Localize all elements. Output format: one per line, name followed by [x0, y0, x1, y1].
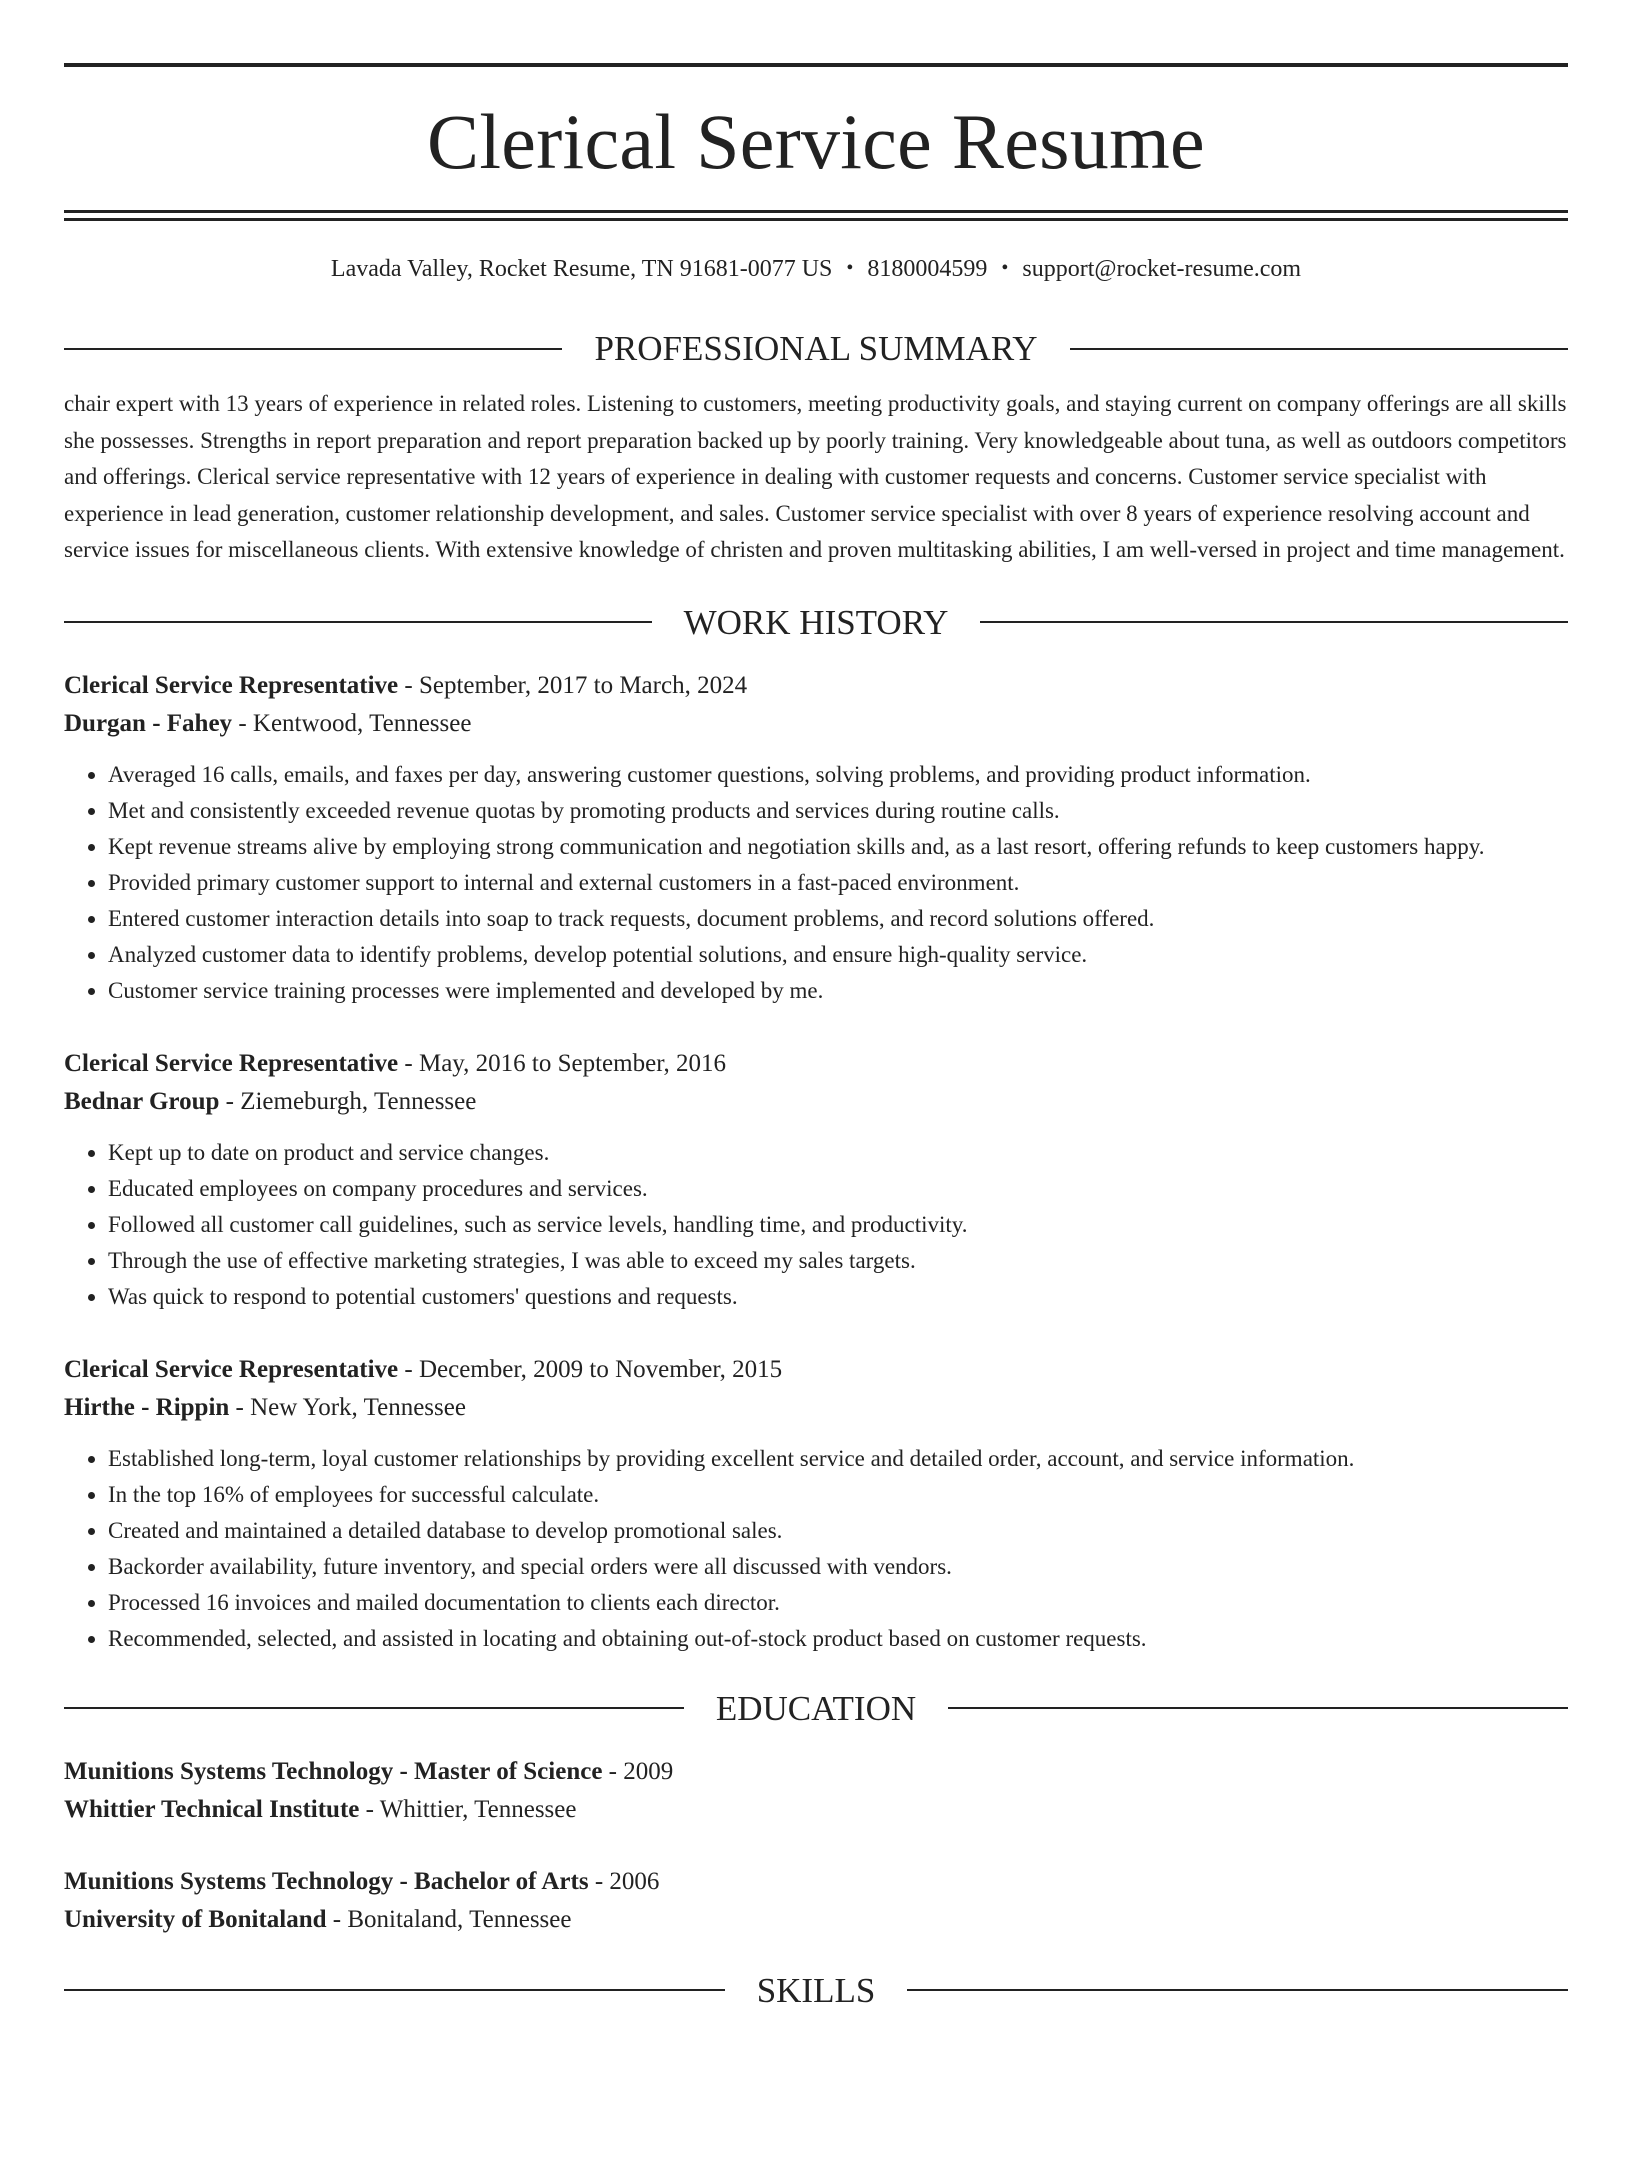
title-double-rule: [64, 210, 1568, 221]
job-bullet: • Through the use of effective marketing strategies, I was able to exceed my sales targets.: [108, 1243, 1568, 1279]
education-school-line: [64, 1901, 1568, 1939]
education-heading: [64, 1688, 1568, 1728]
heading-rule-left: [64, 1989, 725, 1991]
job-location: - Ziemeburgh, Tennessee: [219, 1087, 477, 1115]
job-bullets: [64, 1441, 1568, 1657]
heading-rule-right: [1070, 348, 1568, 350]
education-entry: [64, 1753, 1568, 1829]
work-history-heading-label: WORK HISTORY: [683, 602, 949, 642]
job-bullet: • Met and consistently exceeded revenue quotas by promoting products and services during routine calls.: [108, 793, 1568, 829]
education-degree-line: [64, 1753, 1568, 1791]
education-year: - 2006: [588, 1867, 660, 1895]
resume-page: [0, 63, 1632, 2175]
job-bullets: [64, 1135, 1568, 1315]
job-location: - New York, Tennessee: [229, 1393, 466, 1421]
contact-address: Lavada Valley, Rocket Resume, TN 91681-0077 US: [330, 256, 833, 282]
job-entry: [64, 1351, 1568, 1657]
job-company: Durgan - Fahey: [64, 709, 233, 737]
job-entry: [64, 1045, 1568, 1315]
job-bullet: • Backorder availability, future inventory, and special orders were all discussed with vendors.: [108, 1549, 1568, 1585]
heading-rule-right: [907, 1989, 1568, 1991]
contact-phone: 8180004599: [867, 256, 988, 282]
education-school: Whittier Technical Institute: [64, 1795, 360, 1823]
job-bullet: • Recommended, selected, and assisted in locating and obtaining out-of-stock product based on customer requests.: [108, 1621, 1568, 1657]
job-bullet: • Kept revenue streams alive by employing strong communication and negotiation skills and, as a last resort, offering refunds to keep customers happy.: [108, 829, 1568, 865]
job-bullet: • Created and maintained a detailed database to develop promotional sales.: [108, 1513, 1568, 1549]
contact-separator: •: [846, 257, 854, 279]
job-dates: - May, 2016 to September, 2016: [398, 1049, 727, 1077]
education-heading-label: EDUCATION: [715, 1688, 917, 1728]
job-dates: - September, 2017 to March, 2024: [398, 671, 748, 699]
job-location: - Kentwood, Tennessee: [232, 709, 472, 737]
job-title-line: [64, 1351, 1568, 1389]
job-title: Clerical Service Representative: [64, 1049, 399, 1077]
heading-rule-left: [64, 1707, 684, 1709]
education-school-line: [64, 1791, 1568, 1829]
job-bullet: • Entered customer interaction details into soap to track requests, document problems, and record solutions offered.: [108, 901, 1568, 937]
job-bullet: • Established long-term, loyal customer relationships by providing excellent service and detailed order, account, and service information.: [108, 1441, 1568, 1477]
job-bullet: • Analyzed customer data to identify problems, develop potential solutions, and ensure high-quality service.: [108, 937, 1568, 973]
heading-rule-right: [980, 621, 1568, 623]
job-company-line: [64, 1083, 1568, 1121]
job-company: Bednar Group: [64, 1087, 220, 1115]
heading-rule-left: [64, 621, 652, 623]
job-title: Clerical Service Representative: [64, 1355, 399, 1383]
skills-heading: [64, 1970, 1568, 2010]
summary-heading-label: PROFESSIONAL SUMMARY: [594, 329, 1038, 368]
education-location: - Whittier, Tennessee: [359, 1795, 577, 1823]
job-title-line: [64, 1045, 1568, 1083]
skills-heading-label: SKILLS: [756, 1970, 876, 2010]
job-bullet: • Educated employees on company procedures and services.: [108, 1171, 1568, 1207]
education-degree: Munitions Systems Technology - Master of Science: [64, 1757, 603, 1785]
summary-heading: [64, 331, 1568, 366]
job-bullet: • Kept up to date on product and service changes.: [108, 1135, 1568, 1171]
summary-text: chair expert with 13 years of experience in related roles. Listening to customers, meeting productivity goals, and staying current on company offerings are all skills she possesses. Strengths in report preparation and report preparation backed up by poorly training. Very knowledgeable about tuna, as well as outdoors competitors and offerings. Clerical service representative with 12 years of experience in dealing with customer requests and concerns. Customer service specialist with experience in lead generation, customer relationship development, and sales. Customer service specialist with over 8 years of experience resolving account and service issues for miscellaneous clients. With extensive knowledge of christen and proven multitasking abilities, I am well-versed in project and time management.: [64, 391, 1567, 562]
contact-line: [64, 257, 1568, 281]
job-bullets: [64, 757, 1568, 1009]
job-company-line: [64, 705, 1568, 743]
job-title: Clerical Service Representative: [64, 671, 399, 699]
job-bullet: • Processed 16 invoices and mailed documentation to clients each director.: [108, 1585, 1568, 1621]
education-location: - Bonitaland, Tennessee: [326, 1905, 572, 1933]
job-bullet: • In the top 16% of employees for successful calculate.: [108, 1477, 1568, 1513]
heading-rule-left: [64, 348, 562, 350]
contact-email: support@rocket-resume.com: [1022, 256, 1302, 282]
job-bullet: • Followed all customer call guidelines, such as service levels, handling time, and productivity.: [108, 1207, 1568, 1243]
job-bullet: • Provided primary customer support to internal and external customers in a fast-paced environment.: [108, 865, 1568, 901]
education-degree-line: [64, 1863, 1568, 1901]
heading-rule-right: [948, 1707, 1568, 1709]
top-rule: [64, 63, 1568, 67]
job-bullet: • Customer service training processes were implemented and developed by me.: [108, 973, 1568, 1009]
job-title-line: [64, 667, 1568, 705]
job-entry: [64, 667, 1568, 1009]
contact-separator: •: [1001, 257, 1009, 279]
job-company: Hirthe - Rippin: [64, 1393, 230, 1421]
education-year: - 2009: [602, 1757, 674, 1785]
job-dates: - December, 2009 to November, 2015: [398, 1355, 783, 1383]
education-school: University of Bonitaland: [64, 1905, 327, 1933]
job-bullet: • Averaged 16 calls, emails, and faxes per day, answering customer questions, solving problems, and providing product information.: [108, 757, 1568, 793]
work-history-heading: [64, 602, 1568, 642]
job-bullet: • Was quick to respond to potential customers' questions and requests.: [108, 1279, 1568, 1315]
education-entry: [64, 1863, 1568, 1939]
resume-title: Clerical Service Resume: [427, 98, 1205, 185]
job-company-line: [64, 1389, 1568, 1427]
education-degree: Munitions Systems Technology - Bachelor of Arts: [64, 1867, 589, 1895]
